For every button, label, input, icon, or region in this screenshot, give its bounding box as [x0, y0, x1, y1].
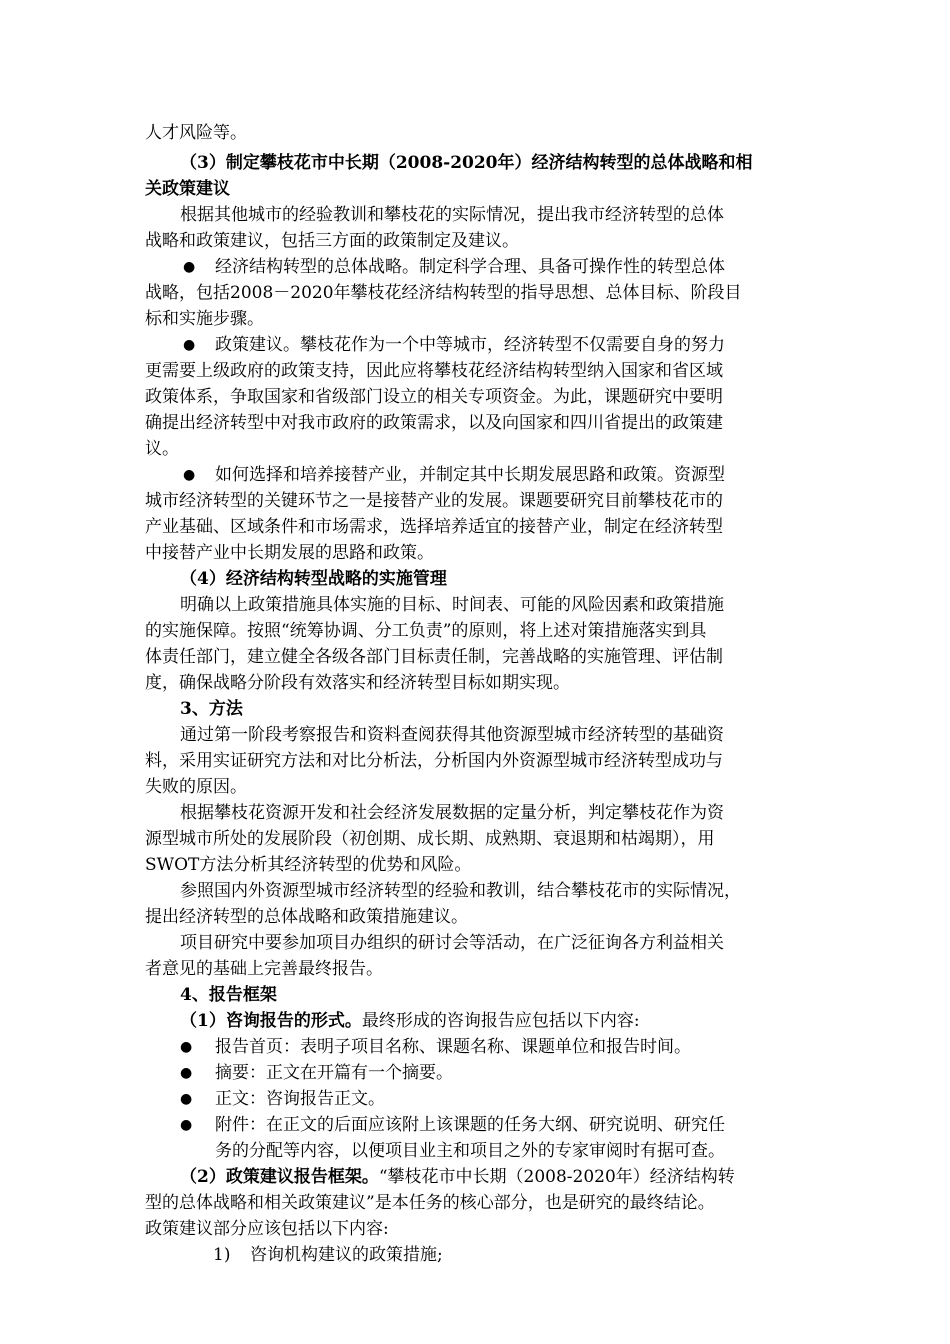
paragraph-line: 通过第一阶段考察报告和资料查阅获得其他资源型城市经济转型的基础资 — [180, 725, 724, 745]
paragraph-line: 政策建议部分应该包括以下内容: — [145, 1219, 389, 1239]
paragraph-line: 提出经济转型的总体战略和政策措施建议。 — [145, 907, 468, 927]
paragraph-line: 人才风险等。 — [145, 123, 247, 143]
paragraph-line: 源型城市所处的发展阶段（初创期、成长期、成熟期、衰退期和枯竭期），用 — [145, 829, 715, 849]
section-heading-3: （3）制定攀枝花市中长期（2008-2020年）经济结构转型的总体战略和相 — [180, 153, 753, 173]
paragraph-line: 确提出经济转型中对我市政府的政策需求，以及向国家和四川省提出的政策建 — [145, 413, 723, 433]
paragraph-line: 战略，包括2008－2020年攀枝花经济结构转型的指导思想、总体目标、阶段目 — [145, 283, 742, 303]
paragraph-line: 体责任部门，建立健全各级各部门目标责任制，完善战略的实施管理、评估制 — [145, 647, 723, 667]
bullet-line: 摘要：正文在开篇有一个摘要。 — [215, 1063, 453, 1083]
paragraph-line: 项目研究中要参加项目办组织的研讨会等活动，在广泛征询各方利益相关 — [180, 933, 724, 953]
paragraph-line: 料，采用实证研究方法和对比分析法，分析国内外资源型城市经济转型成功与 — [145, 751, 723, 771]
paragraph-line: 的实施保障。按照“统筹协调、分工负责”的原则，将上述对策措施落实到具 — [145, 621, 707, 641]
bullet-icon: ● — [180, 1039, 193, 1055]
paragraph-line: 者意见的基础上完善最终报告。 — [145, 959, 383, 979]
paragraph-line: 参照国内外资源型城市经济转型的经验和教训，结合攀枝花市的实际情况， — [180, 881, 741, 901]
bullet-line: 经济结构转型的总体战略。制定科学合理、具备可操作性的转型总体 — [215, 257, 725, 277]
bullet-icon: ● — [180, 1117, 193, 1133]
paragraph-line: 中接替产业中长期发展的思路和政策。 — [145, 543, 434, 563]
paragraph-line: 议。 — [145, 439, 179, 459]
bullet-icon: ● — [180, 1065, 193, 1081]
paragraph-line — [180, 1008, 810, 1034]
section-heading-3-cont: 关政策建议 — [145, 179, 230, 199]
bullet-icon: ● — [183, 259, 196, 275]
bullet-icon: ● — [180, 1091, 193, 1107]
paragraph-line: 度，确保战略分阶段有效落实和经济转型目标如期实现。 — [145, 673, 570, 693]
bullet-line: 如何选择和培养接替产业，并制定其中长期发展思路和政策。资源型 — [215, 465, 725, 485]
paragraph-line: 政策体系，争取国家和省级部门设立的相关专项资金。为此，课题研究中要明 — [145, 387, 723, 407]
paragraph-line: 标和实施步骤。 — [145, 309, 264, 329]
subheading-policy-framework: （2）政策建议报告框架。 — [180, 1167, 379, 1187]
bullet-line: 政策建议。攀枝花作为一个中等城市，经济转型不仅需要自身的努力 — [215, 335, 725, 355]
bullet-line: 正文：咨询报告正文。 — [215, 1089, 385, 1109]
paragraph-line — [180, 1164, 810, 1190]
section-heading-framework: 4、报告框架 — [180, 985, 277, 1005]
inline-text: “攀枝花市中长期（2008-2020年）经济结构转 — [378, 1167, 735, 1187]
bullet-line: 附件：在正文的后面应该附上该课题的任务大纲、研究说明、研究任 — [215, 1115, 725, 1135]
section-heading-methods: 3、方法 — [180, 699, 243, 719]
paragraph-line: 产业基础、区域条件和市场需求，选择培养适宜的接替产业，制定在经济转型 — [145, 517, 723, 537]
paragraph-line: 型的总体战略和相关政策建议”是本任务的核心部分，也是研究的最终结论。 — [145, 1193, 715, 1213]
bullet-line: 报告首页：表明子项目名称、课题名称、课题单位和报告时间。 — [215, 1037, 691, 1057]
subheading-consult-form: （1）咨询报告的形式。 — [180, 1011, 362, 1031]
paragraph-line: SWOT方法分析其经济转型的优势和风险。 — [145, 855, 472, 875]
numbered-item: 咨询机构建议的政策措施; — [250, 1245, 443, 1265]
section-heading-4: （4）经济结构转型战略的实施管理 — [180, 569, 447, 589]
bullet-line-cont: 务的分配等内容，以便项目业主和项目之外的专家审阅时有据可查。 — [215, 1141, 725, 1161]
paragraph-line: 根据其他城市的经验教训和攀枝花的实际情况，提出我市经济转型的总体 — [180, 205, 724, 225]
paragraph-line: 根据攀枝花资源开发和社会经济发展数据的定量分析，判定攀枝花作为资 — [180, 803, 724, 823]
paragraph-line: 明确以上政策措施具体实施的目标、时间表、可能的风险因素和政策措施 — [180, 595, 724, 615]
list-number: 1) — [213, 1245, 231, 1265]
inline-text: 最终形成的咨询报告应包括以下内容: — [361, 1011, 640, 1031]
bullet-icon: ● — [183, 337, 196, 353]
paragraph-line: 城市经济转型的关键环节之一是接替产业的发展。课题要研究目前攀枝花市的 — [145, 491, 723, 511]
paragraph-line: 战略和政策建议，包括三方面的政策制定及建议。 — [145, 231, 519, 251]
paragraph-line: 更需要上级政府的政策支持，因此应将攀枝花经济结构转型纳入国家和省区域 — [145, 361, 723, 381]
bullet-icon: ● — [183, 467, 196, 483]
paragraph-line: 失败的原因。 — [145, 777, 247, 797]
